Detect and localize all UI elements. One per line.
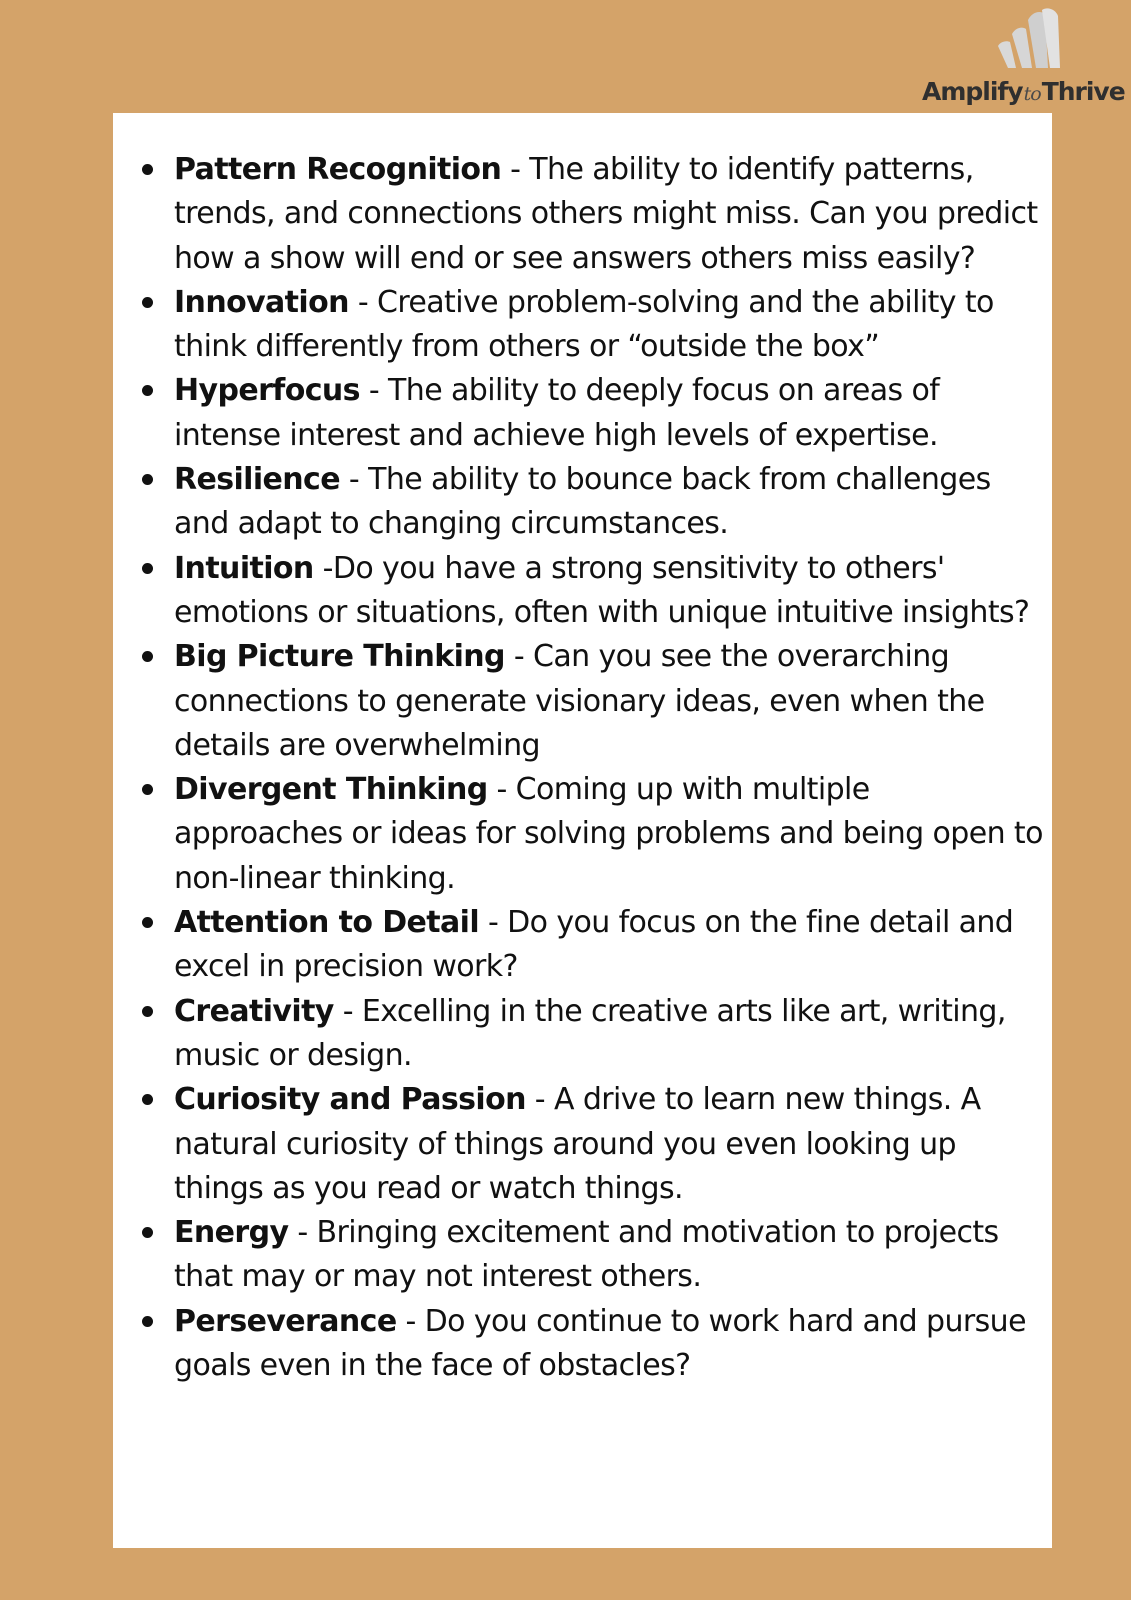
- bullet-icon: [142, 1094, 153, 1105]
- bullet-icon: [142, 164, 153, 175]
- item-term: Resilience: [174, 462, 340, 498]
- list-item: [113, 990, 1052, 1079]
- list-item: [113, 901, 1052, 990]
- list-item: [113, 1211, 1052, 1300]
- item-term: Perseverance: [174, 1303, 397, 1339]
- item-term: Energy: [174, 1215, 289, 1251]
- list-item: [113, 1300, 1052, 1389]
- item-term: Curiosity and Passion: [174, 1082, 526, 1118]
- item-description: - Excelling in the creative arts like art, writing, music or design.: [174, 993, 1006, 1073]
- bullet-icon: [142, 385, 153, 396]
- item-term: Pattern Recognition: [174, 152, 502, 187]
- list-item: [113, 458, 1052, 547]
- item-description: -Do you have a strong sensitivity to others' emotions or situations, often with unique intuitive insights?: [174, 550, 1030, 630]
- item-description: - Do you focus on the fine detail and excel in precision work?: [174, 905, 1014, 985]
- brand-logo: [922, 6, 1131, 106]
- brand-name-part1: Amplify: [922, 77, 1023, 106]
- bullet-icon: [142, 917, 153, 928]
- item-description: - Coming up with multiple approaches or ideas for solving problems and being open to non-linear thinking.: [174, 772, 1043, 896]
- item-description: - A drive to learn new things. A natural curiosity of things around you even looking up things as you read or watch things.: [174, 1082, 981, 1206]
- item-term: Hyperfocus: [174, 373, 360, 409]
- item-term: Intuition: [174, 550, 314, 586]
- bullet-icon: [142, 563, 153, 574]
- item-description: - The ability to bounce back from challenges and adapt to changing circumstances.: [174, 462, 991, 542]
- brand-name-part2: to: [1023, 83, 1041, 105]
- item-term: Innovation: [174, 284, 349, 320]
- bullet-icon: [142, 297, 153, 308]
- item-term: Attention to Detail: [174, 905, 480, 941]
- list-item: [113, 768, 1052, 901]
- bullet-icon: [142, 474, 153, 485]
- list-item: [113, 281, 1052, 370]
- item-description: - Bringing excitement and motivation to projects that may or may not interest others.: [174, 1215, 999, 1295]
- strengths-list: [113, 148, 1052, 1388]
- list-item: [113, 369, 1052, 458]
- item-description: - Do you continue to work hard and pursue goals even in the face of obstacles?: [174, 1303, 1026, 1384]
- list-item: [113, 547, 1052, 636]
- bullet-icon: [142, 651, 153, 662]
- item-description: - Can you see the overarching connections to generate visionary ideas, even when the details are overwhelming: [174, 639, 985, 763]
- bullet-icon: [142, 1006, 153, 1017]
- item-term: Creativity: [174, 993, 334, 1029]
- content-card: [113, 113, 1052, 1548]
- bullet-icon: [142, 784, 153, 795]
- item-term: Divergent Thinking: [174, 772, 488, 808]
- list-item: [113, 148, 1052, 281]
- bullet-icon: [142, 1316, 153, 1327]
- brand-name: [922, 74, 1131, 110]
- sound-wave-icon: [990, 6, 1062, 70]
- item-description: - The ability to identify patterns, trends, and connections others might miss. Can you predict how a show will end or see answers others miss easily?: [174, 152, 1038, 276]
- list-item: [113, 635, 1052, 768]
- brand-name-part3: Thrive: [1041, 77, 1125, 106]
- item-term: Big Picture Thinking: [174, 639, 505, 675]
- list-item: [113, 1078, 1052, 1211]
- bullet-icon: [142, 1227, 153, 1238]
- item-description: - The ability to deeply focus on areas of intense interest and achieve high levels of expertise.: [174, 373, 940, 453]
- item-description: - Creative problem-solving and the ability to think differently from others or “outside the box”: [174, 284, 994, 365]
